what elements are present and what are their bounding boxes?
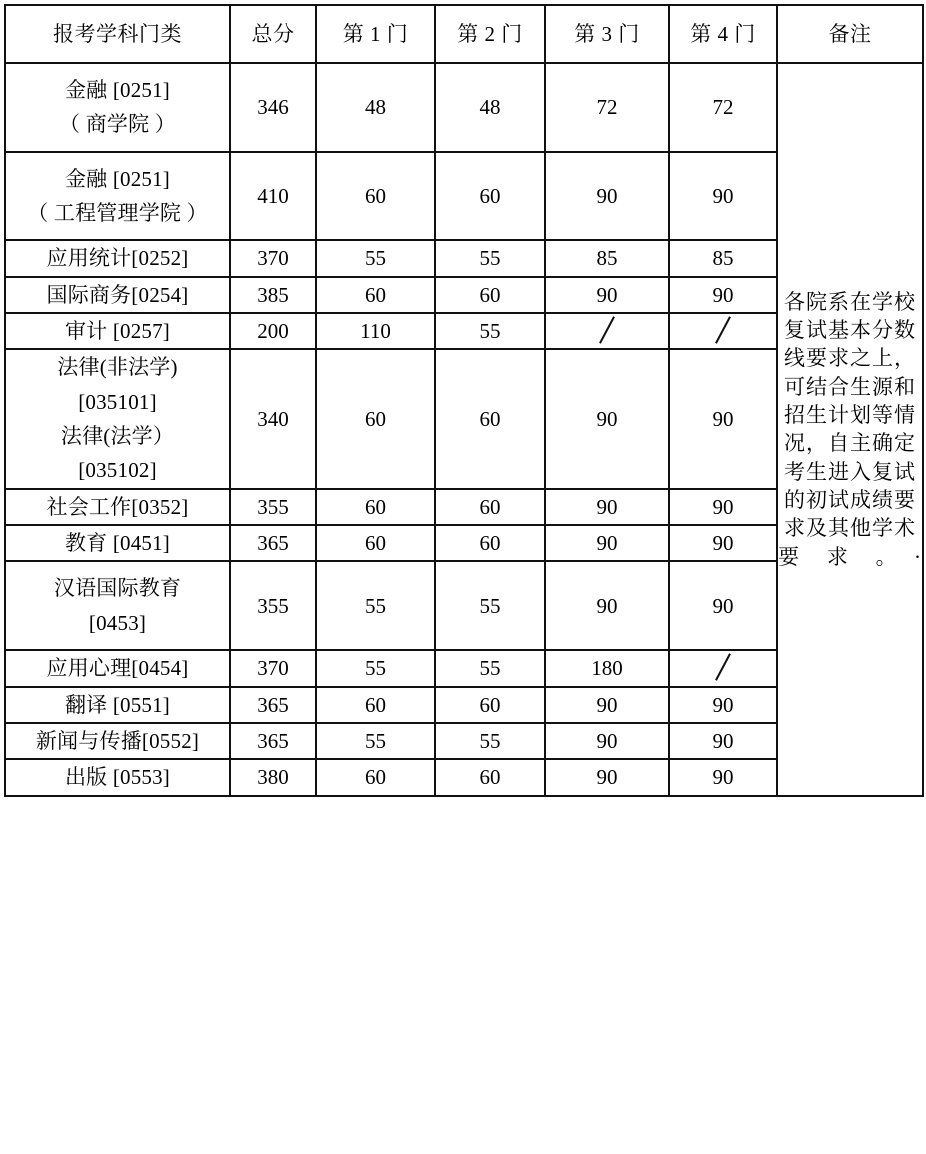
score-1: 60 [316, 489, 435, 525]
score-1: 48 [316, 63, 435, 152]
subject-line: [035102] [78, 458, 157, 483]
score-2: 60 [435, 152, 545, 241]
score-4 [669, 650, 777, 686]
subject-name [5, 152, 230, 241]
header-subject-4: 第 4 门 [669, 5, 777, 63]
total-score: 355 [230, 561, 316, 650]
score-3: 90 [545, 687, 669, 723]
total-score: 385 [230, 277, 316, 313]
subject-line: 国际商务[0254] [46, 282, 189, 307]
subject-line: 应用统计[0252] [46, 246, 189, 271]
score-3: 90 [545, 723, 669, 759]
score-2: 48 [435, 63, 545, 152]
total-score: 200 [230, 313, 316, 349]
score-4: 90 [669, 687, 777, 723]
subject-line: 金融 [0251] [64, 78, 171, 102]
score-1: 55 [316, 723, 435, 759]
subject-name [5, 759, 230, 795]
score-3: 90 [545, 489, 669, 525]
subject-name [5, 349, 230, 488]
score-2: 60 [435, 759, 545, 795]
subject-line: 出版 [0553] [64, 765, 171, 790]
header-remark: 备注 [777, 5, 923, 63]
table-header [5, 5, 923, 63]
total-score: 346 [230, 63, 316, 152]
score-4: 90 [669, 759, 777, 795]
admission-score-table [4, 4, 924, 797]
score-2: 55 [435, 723, 545, 759]
score-1: 60 [316, 277, 435, 313]
score-1: 60 [316, 759, 435, 795]
header-subject-1: 第 1 门 [316, 5, 435, 63]
subject-name [5, 313, 230, 349]
score-line-document [0, 4, 926, 1154]
total-score: 365 [230, 687, 316, 723]
subject-line: 社会工作[0352] [46, 494, 189, 519]
score-2: 60 [435, 525, 545, 561]
subject-line: 翻译 [0551] [64, 692, 171, 717]
score-3: 90 [545, 349, 669, 488]
subject-name [5, 489, 230, 525]
score-3: 72 [545, 63, 669, 152]
table-row [5, 63, 923, 152]
subject-line: 新闻与传播[0552] [35, 728, 200, 753]
subject-line: 审计 [0257] [64, 319, 171, 344]
score-2: 55 [435, 650, 545, 686]
score-4: 85 [669, 240, 777, 276]
subject-line: （ 工程管理学院 ） [27, 201, 208, 226]
remark-cell [777, 63, 923, 796]
score-1: 60 [316, 349, 435, 488]
score-4: 90 [669, 723, 777, 759]
score-4: 90 [669, 489, 777, 525]
score-2: 55 [435, 313, 545, 349]
score-3: 90 [545, 759, 669, 795]
subject-name [5, 240, 230, 276]
score-2: 60 [435, 687, 545, 723]
subject-name [5, 525, 230, 561]
subject-name [5, 650, 230, 686]
header-subject-2: 第 2 门 [435, 5, 545, 63]
subject-line: 法律(非法学) [57, 355, 178, 380]
slash-icon [710, 652, 736, 678]
score-2: 55 [435, 561, 545, 650]
subject-name [5, 561, 230, 650]
header-row [5, 5, 923, 63]
subject-line: 教育 [0451] [64, 531, 171, 556]
total-score: 380 [230, 759, 316, 795]
total-score: 370 [230, 240, 316, 276]
slash-icon [594, 315, 620, 341]
total-score: 365 [230, 525, 316, 561]
total-score: 370 [230, 650, 316, 686]
score-1: 60 [316, 152, 435, 241]
score-1: 55 [316, 240, 435, 276]
score-1: 110 [316, 313, 435, 349]
score-3: 85 [545, 240, 669, 276]
score-4: 90 [669, 152, 777, 241]
score-1: 55 [316, 561, 435, 650]
score-4: 72 [669, 63, 777, 152]
subject-name [5, 687, 230, 723]
total-score: 410 [230, 152, 316, 241]
score-2: 60 [435, 277, 545, 313]
subject-name [5, 723, 230, 759]
total-score: 340 [230, 349, 316, 488]
subject-name [5, 63, 230, 152]
score-1: 55 [316, 650, 435, 686]
score-3: 180 [545, 650, 669, 686]
score-3: 90 [545, 152, 669, 241]
header-subject: 报考学科门类 [5, 5, 230, 63]
remark-text: 各院系在学校复试基本分数线要求之上，可结合生源和招生计划等情况，自主确定考生进入复试的初试成绩要求及其他学术要求。· [778, 289, 922, 569]
score-2: 55 [435, 240, 545, 276]
subject-line: （ 商学院 ） [59, 112, 176, 137]
score-3 [545, 313, 669, 349]
slash-icon [710, 315, 736, 341]
header-total: 总分 [230, 5, 316, 63]
total-score: 355 [230, 489, 316, 525]
score-3: 90 [545, 277, 669, 313]
score-4: 90 [669, 277, 777, 313]
header-subject-3: 第 3 门 [545, 5, 669, 63]
subject-line: [035101] [78, 389, 157, 414]
subject-line: 金融 [0251] [64, 166, 171, 191]
score-4: 90 [669, 561, 777, 650]
total-score: 365 [230, 723, 316, 759]
score-2: 60 [435, 489, 545, 525]
score-4: 90 [669, 349, 777, 488]
score-4: 90 [669, 525, 777, 561]
subject-name [5, 277, 230, 313]
subject-line: [0453] [88, 610, 147, 635]
score-3: 90 [545, 561, 669, 650]
table-body [5, 63, 923, 796]
subject-line: 应用心理[0454] [46, 656, 189, 681]
score-1: 60 [316, 687, 435, 723]
score-4 [669, 313, 777, 349]
score-1: 60 [316, 525, 435, 561]
score-2: 60 [435, 349, 545, 488]
subject-line: 汉语国际教育 [53, 576, 182, 601]
subject-line: 法律(法学） [60, 424, 175, 449]
score-3: 90 [545, 525, 669, 561]
